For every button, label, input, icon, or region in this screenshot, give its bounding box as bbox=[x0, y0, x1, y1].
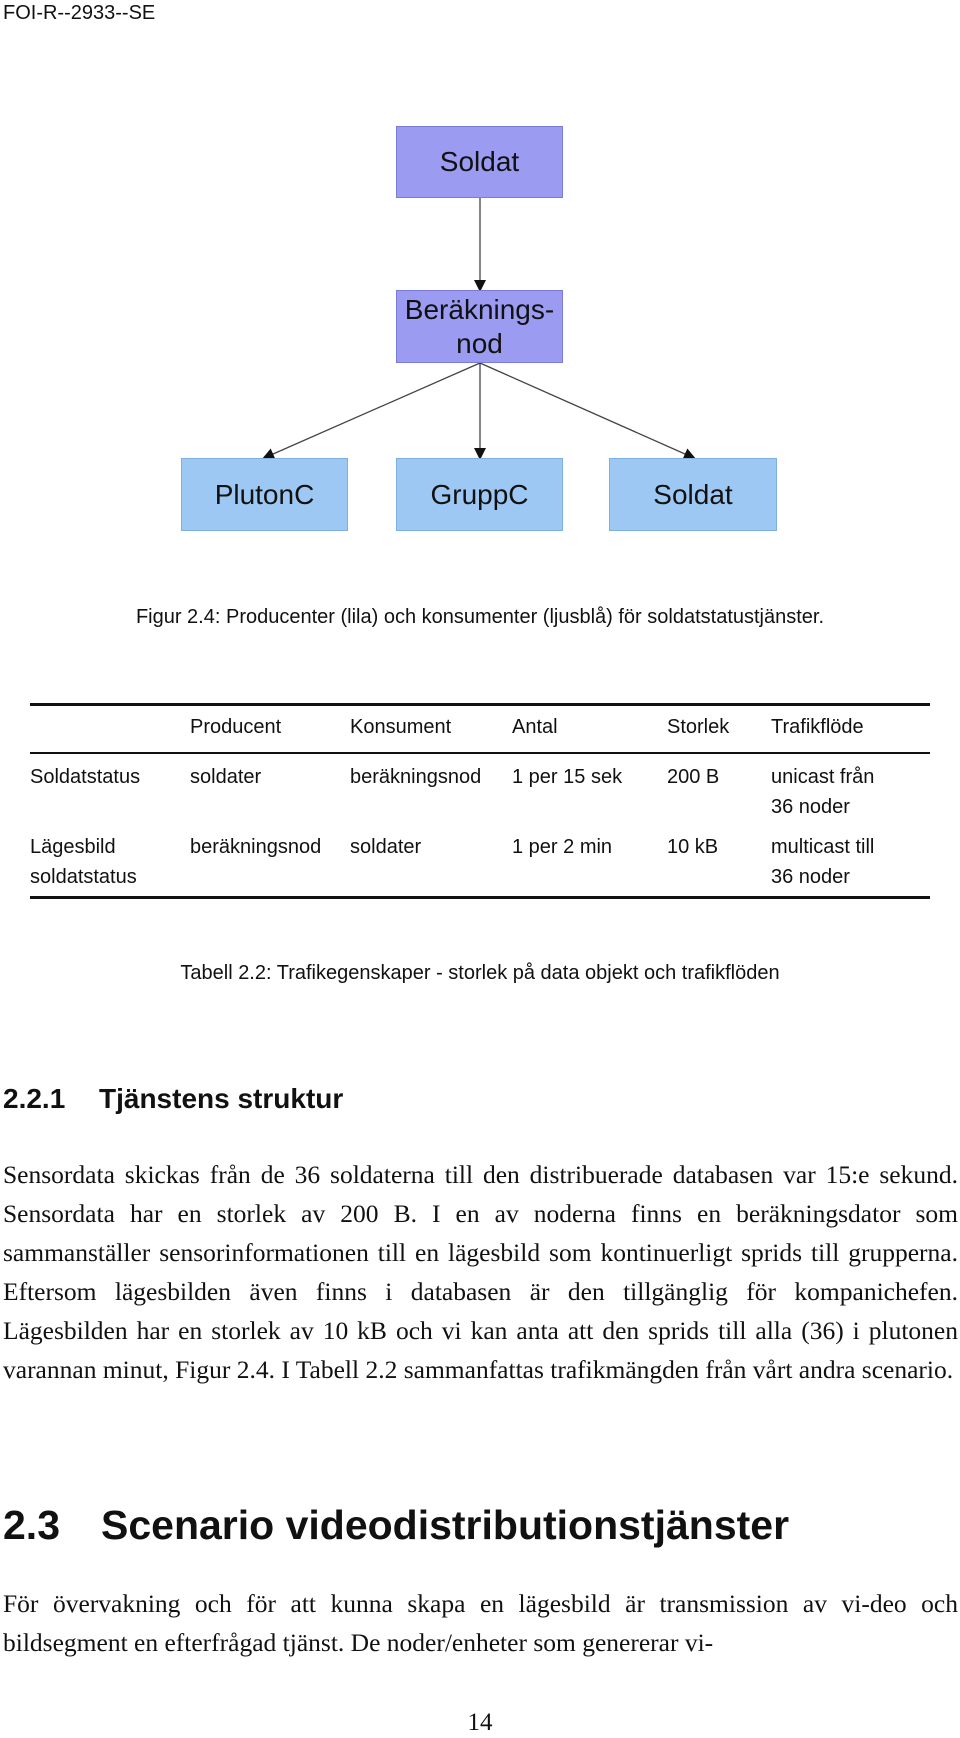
table-header-cell: Trafikflöde bbox=[771, 716, 864, 738]
table-caption: Tabell 2.2: Trafikegenskaper - storlek på data objekt och trafikflöden bbox=[180, 962, 780, 984]
table-cell: 200 B bbox=[667, 766, 720, 788]
table-cell: soldater bbox=[190, 766, 262, 788]
table-header-cell: Storlek bbox=[667, 716, 730, 738]
paragraph-1-text: Sensordata skickas från de 36 soldaterna till den distribuerade databasen var 15:e sekund. Sensordata har en storlek av 200 B. I en av noderna finns en beräkningsdator som sammanställer sensorinformationen till en lägesbild som kontinuerligt sprids till grupperna. Eftersom lägesbilden även finns i databasen är den tillgänglig för kompanichefen. Lägesbilden har en storlek av 10 kB och vi kan anta att den sprids till alla (36) i plutonen varannan minut, Figur 2.4. I Tabell 2.2 sammanfattas trafikmängden från vårt andra scenario. bbox=[3, 1160, 958, 1384]
paragraph-1 bbox=[3, 1155, 958, 1389]
section-title: Scenario videodistributionstjänster bbox=[101, 1502, 790, 1548]
table-cell: 1 per 15 sek bbox=[512, 766, 623, 788]
figure-caption: Figur 2.4: Producenter (lila) och konsumenter (ljusblå) för soldatstatustjänster. bbox=[135, 606, 825, 628]
table-cell: Soldatstatus bbox=[30, 766, 141, 788]
node-soldat-consumer: Soldat bbox=[609, 458, 777, 531]
arrow-middle-to-right bbox=[480, 363, 694, 458]
subsection-title: Tjänstens struktur bbox=[99, 1083, 344, 1114]
report-id: FOI-R--2933--SE bbox=[3, 2, 156, 24]
node-plutonc: PlutonC bbox=[181, 458, 348, 531]
table-row bbox=[30, 756, 930, 826]
table-header-cell bbox=[30, 704, 190, 756]
paragraph-2 bbox=[3, 1584, 958, 1662]
table-cell: beräkningsnod bbox=[190, 836, 322, 858]
traffic-table bbox=[30, 704, 930, 904]
node-gruppc: GruppC bbox=[396, 458, 563, 531]
table-cell: 1 per 2 min bbox=[512, 836, 613, 858]
table-header-row bbox=[30, 704, 930, 756]
table-cell: Lägesbild soldatstatus bbox=[30, 836, 137, 888]
table-header-cell: Konsument bbox=[350, 716, 452, 738]
section-heading bbox=[3, 1502, 789, 1549]
table-cell: 10 kB bbox=[667, 836, 719, 858]
page-number: 14 bbox=[467, 1709, 493, 1736]
arrow-middle-to-left bbox=[264, 363, 480, 458]
table-header-cell: Antal bbox=[512, 716, 558, 738]
node-berakningsnod: Beräknings- nod bbox=[396, 290, 563, 363]
paragraph-2-text: För övervakning och för att kunna skapa en lägesbild är transmission av vi-deo och bildsegment en efterfrågad tjänst. De noder/enheter som genererar vi- bbox=[3, 1589, 958, 1657]
table-cell: beräkningsnod bbox=[350, 766, 482, 788]
subsection-heading bbox=[3, 1083, 343, 1115]
table-cell: soldater bbox=[350, 836, 422, 858]
table-row bbox=[30, 826, 930, 904]
table-cell: unicast från 36 noder bbox=[771, 766, 875, 818]
node-soldat-producer: Soldat bbox=[396, 126, 563, 198]
table-header-cell: Producent bbox=[190, 716, 282, 738]
section-number: 2.3 bbox=[3, 1502, 60, 1548]
subsection-number: 2.2.1 bbox=[3, 1083, 66, 1114]
table-cell: multicast till 36 noder bbox=[771, 836, 875, 888]
